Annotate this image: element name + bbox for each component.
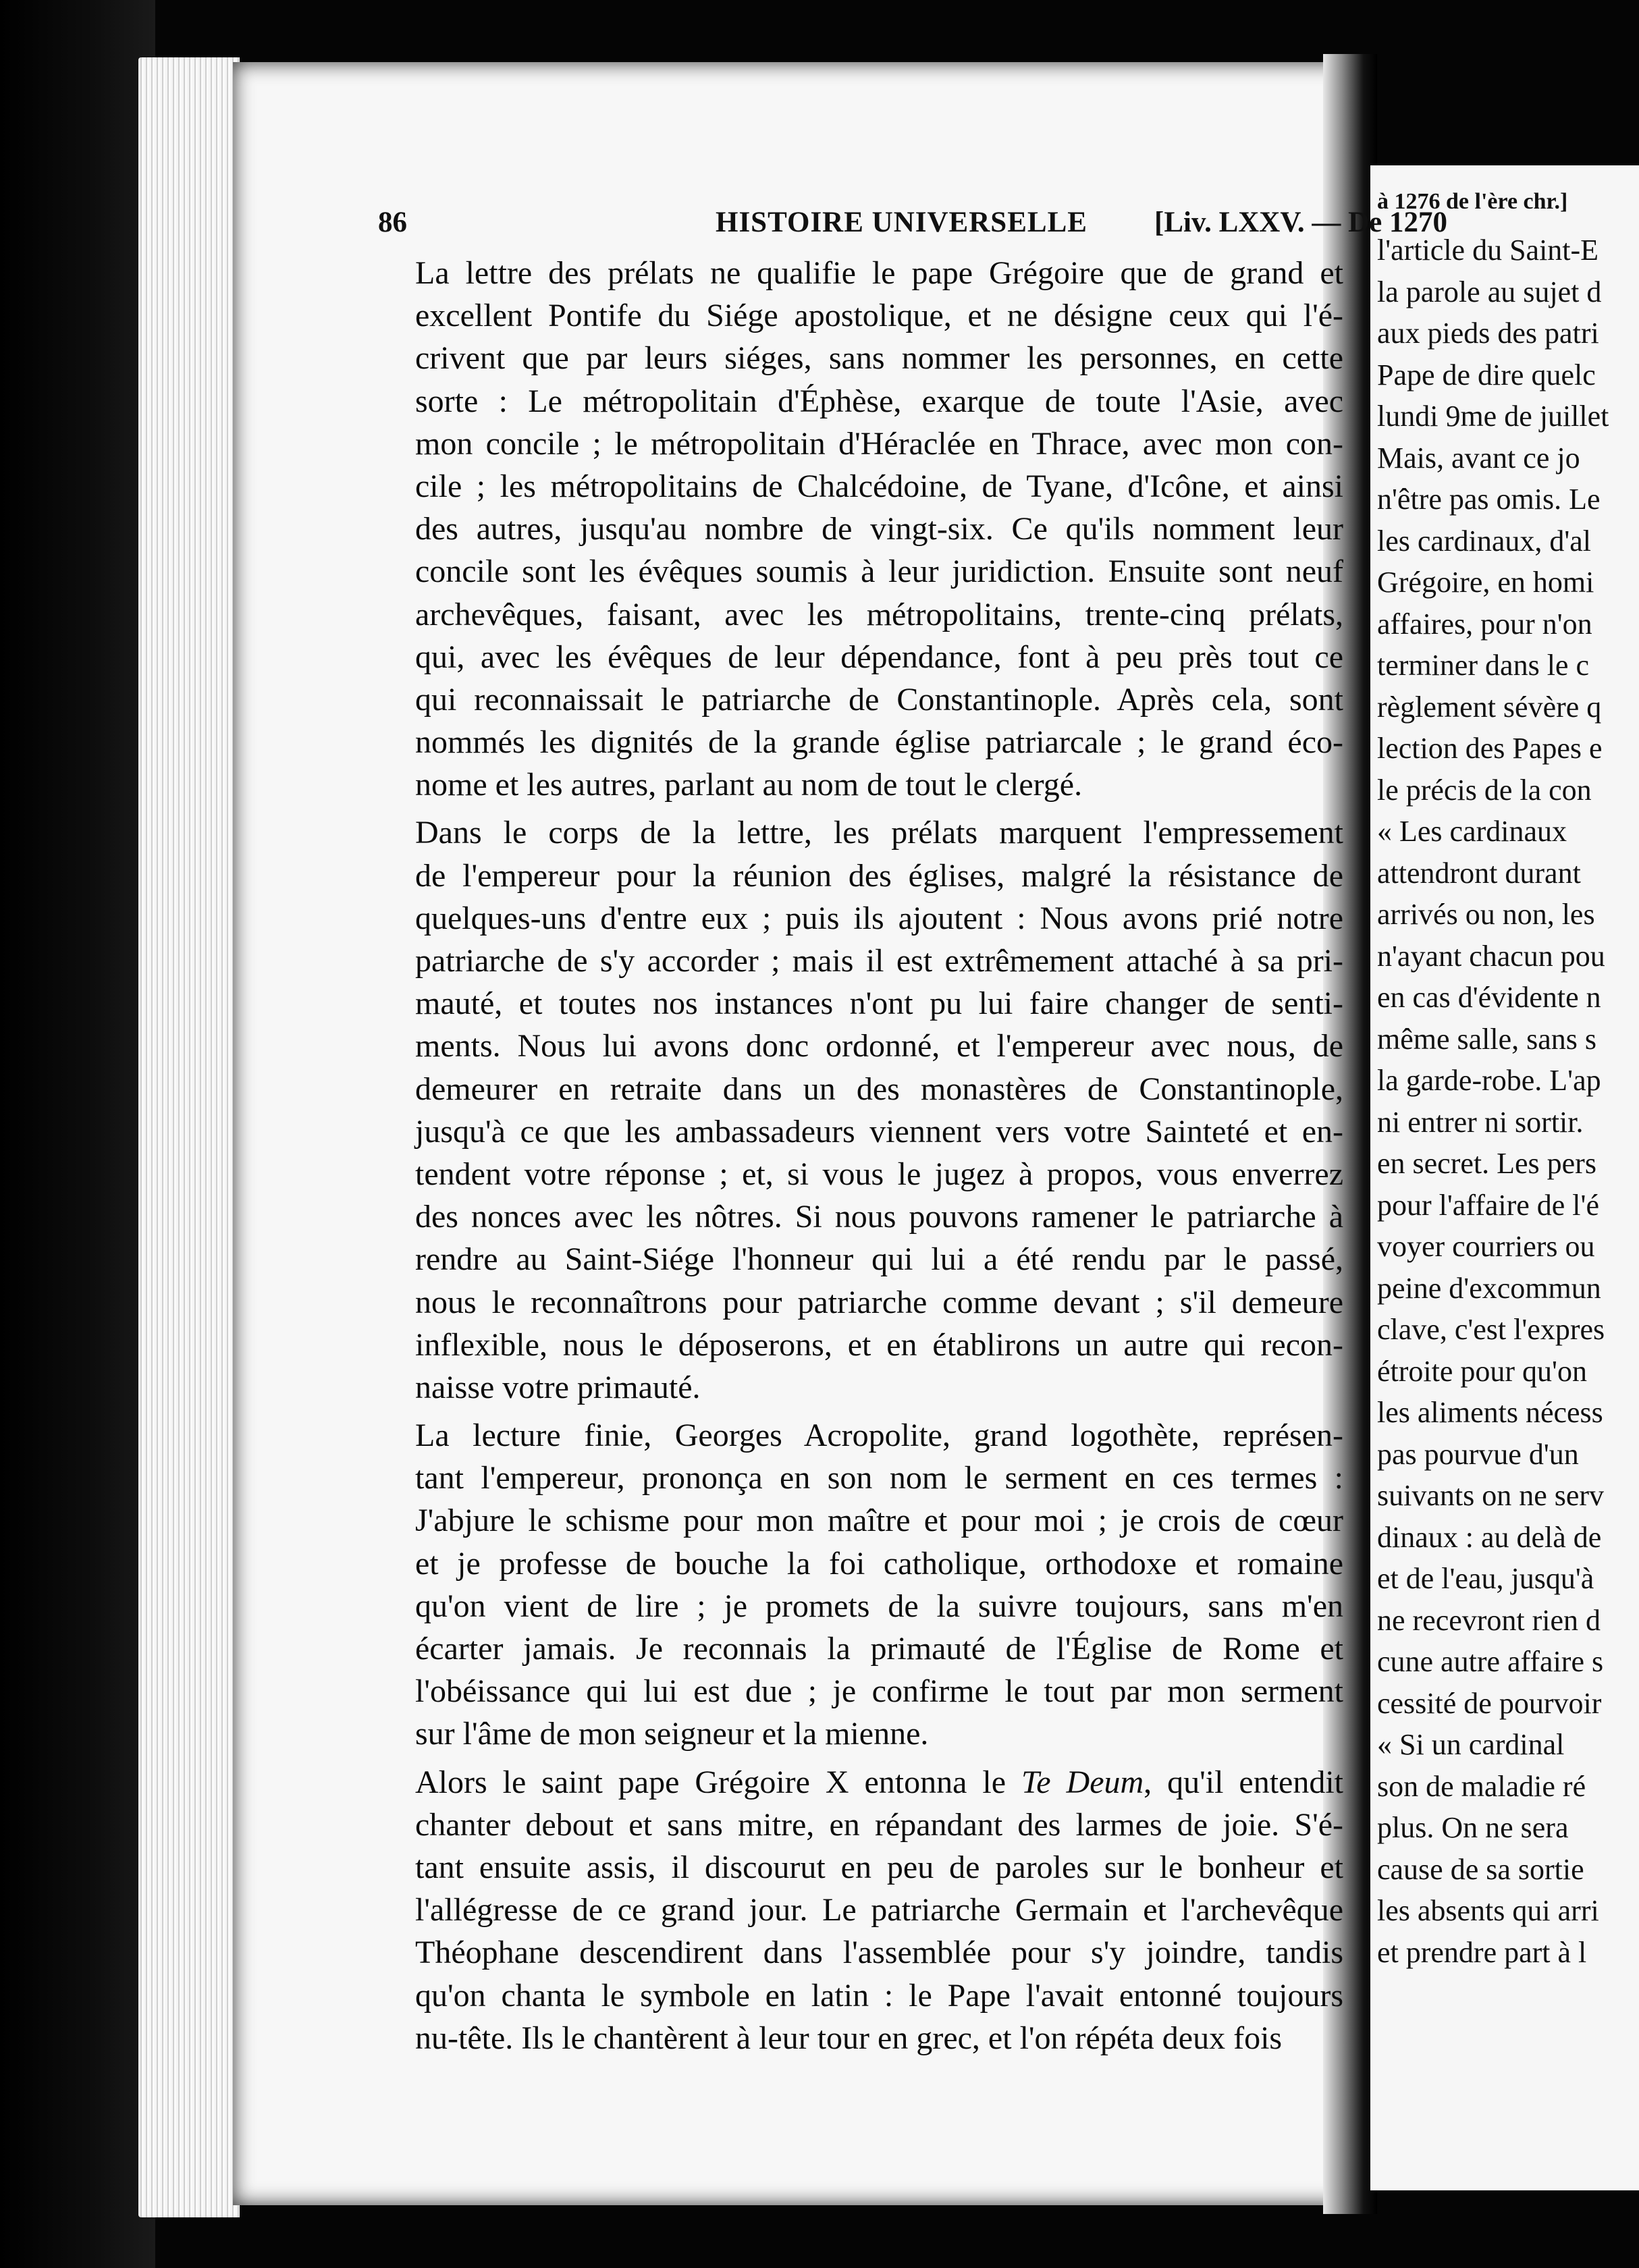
text-line: clave, c'est l'expres	[1377, 1313, 1605, 1346]
text-line: La lettre des prélats ne qualifie le pape Grégoire que de grand et	[415, 255, 1343, 291]
text-line: pas pourvue d'un	[1377, 1437, 1579, 1471]
text-line: tant ensuite assis, il discourut en peu de paroles sur le bonheur et	[415, 1849, 1343, 1885]
text-line: pour l'affaire de l'é	[1377, 1188, 1599, 1222]
paragraph	[378, 252, 1343, 806]
text-line: même salle, sans s	[1377, 1022, 1597, 1056]
text-line: cessité de pourvoir	[1377, 1686, 1602, 1720]
text-line: nome et les autres, parlant au nom de tout le clergé.	[415, 767, 1083, 803]
text-line: rendre au Saint-Siége l'honneur qui lui a été rendu par le passé,	[415, 1241, 1343, 1278]
text-line: la garde-robe. L'ap	[1377, 1064, 1601, 1097]
text-line: arrivés ou non, les	[1377, 898, 1595, 931]
text-line: des autres, jusqu'au nombre de vingt-six. Ce qu'ils nomment leur	[415, 511, 1343, 547]
text-line: Pape de dire quelc	[1377, 358, 1596, 392]
text-line: sorte : Le métropolitain d'Éphèse, exarque de toute l'Asie, avec	[415, 383, 1343, 419]
text-line: quelques-uns d'entre eux ; puis ils ajoutent : Nous avons prié notre	[415, 900, 1343, 936]
text-line: concile sont les évêques soumis à leur juridiction. Ensuite sont neuf	[415, 554, 1343, 590]
text-line: des nonces avec les nôtres. Si nous pouvons ramener le patriarche à	[415, 1199, 1343, 1235]
text-line: n'ayant chacun pou	[1377, 939, 1605, 973]
text-line: l'article du Saint-E	[1377, 234, 1599, 267]
text-line: lection des Papes e	[1377, 732, 1603, 765]
text-line: nommés les dignités de la grande église patriarcale ; le grand éco-	[415, 724, 1343, 761]
text-line: n'être pas omis. Le	[1377, 483, 1601, 516]
text-line: chanter debout et sans mitre, en répandant des larmes de joie. S'é-	[415, 1806, 1343, 1843]
text-line: voyer courriers ou	[1377, 1230, 1595, 1263]
text-line: dinaux : au delà de	[1377, 1520, 1602, 1554]
text-line: affaires, pour n'on	[1377, 607, 1592, 641]
text-line: sur l'âme de mon seigneur et la mienne.	[415, 1716, 929, 1752]
text-line: peine d'excommun	[1377, 1271, 1601, 1305]
text-line: et je professe de bouche la foi catholique, orthodoxe et romaine	[415, 1545, 1343, 1582]
text-line: l'allégresse de ce grand jour. Le patriarche Germain et l'archevêque	[415, 1892, 1343, 1928]
running-head	[378, 206, 1448, 246]
text-line: lundi 9me de juillet	[1377, 400, 1609, 433]
body-text	[378, 252, 1343, 2059]
text-line: écarter jamais. Je reconnais la primauté de l'Église de Rome et	[415, 1631, 1343, 1667]
text-line: les aliments nécess	[1377, 1396, 1603, 1429]
text-line: nous le reconnaîtrons pour patriarche comme devant ; s'il demeure	[415, 1284, 1343, 1320]
text-line: en cas d'évidente n	[1377, 981, 1601, 1014]
page-number: 86	[378, 207, 407, 238]
text-line: archevêques, faisant, avec les métropolitains, trente-cinq prélats,	[415, 596, 1343, 632]
text-line: mon concile ; le métropolitain d'Héraclée en Thrace, avec mon con-	[415, 425, 1343, 462]
text-line: de l'empereur pour la réunion des églises, malgré la résistance de	[415, 857, 1343, 894]
page-edges	[138, 57, 240, 2217]
text-line: qui, avec les évêques de leur dépendance, font à peu près tout ce	[415, 639, 1343, 675]
text-line: Théophane descendirent dans l'assemblée pour s'y joindre, tandis	[415, 1935, 1343, 1971]
text-line: aux pieds des patri	[1377, 317, 1599, 350]
text-line: jusqu'à ce que les ambassadeurs viennent vers votre Sainteté et en-	[415, 1113, 1343, 1150]
text-line: crivent que par leurs siéges, sans nommer les personnes, en cette	[415, 340, 1343, 377]
text-line: suivants on ne serv	[1377, 1479, 1605, 1512]
text-line: la parole au sujet d	[1377, 275, 1602, 308]
right-running-head: à 1276 de l'ère chr.]	[1377, 189, 1568, 214]
text-line: plus. On ne sera	[1377, 1811, 1569, 1844]
text-line: « Si un cardinal	[1377, 1728, 1565, 1761]
paragraph	[378, 1414, 1343, 1756]
text-line: les cardinaux, d'al	[1377, 524, 1592, 558]
text-line: qu'on vient de lire ; je promets de la suivre toujours, sans m'en	[415, 1588, 1343, 1624]
text-line: Mais, avant ce jo	[1377, 441, 1580, 475]
text-line: demeurer en retraite dans un des monastères de Constantinople,	[415, 1071, 1343, 1107]
text-line: ments. Nous lui avons donc ordonné, et l'empereur avec nous, de	[415, 1028, 1343, 1064]
text-line: terminer dans le c	[1377, 649, 1589, 682]
scan-background	[0, 0, 155, 2268]
text-line: ne recevront rien d	[1377, 1603, 1601, 1637]
text-line: et de l'eau, jusqu'à	[1377, 1562, 1594, 1595]
running-title: HISTOIRE UNIVERSELLE	[716, 207, 1087, 238]
text-line: La lecture finie, Georges Acropolite, grand logothète, représen-	[415, 1418, 1343, 1454]
text-line: cause de sa sortie	[1377, 1852, 1584, 1886]
text-line: Alors le saint pape Grégoire X entonna le Te Deum, qu'il entendit	[415, 1764, 1343, 1800]
text-line: attendront durant	[1377, 856, 1581, 890]
text-line: l'obéissance qui lui est due ; je confirme le tout par mon serment	[415, 1673, 1343, 1710]
text-line: tant l'empereur, prononça en son nom le serment en ces termes :	[415, 1460, 1343, 1496]
text-line: patriarche de s'y accorder ; mais il est extrêmement attaché à sa pri-	[415, 943, 1343, 979]
text-line: tendent votre réponse ; et, si vous le jugez à propos, vous enverrez	[415, 1156, 1343, 1192]
text-line: son de maladie ré	[1377, 1769, 1586, 1803]
text-line: qu'on chanta le symbole en latin : le Pape l'avait entonné toujours	[415, 1977, 1343, 2014]
text-line: étroite pour qu'on	[1377, 1354, 1587, 1388]
text-line: les absents qui arri	[1377, 1894, 1599, 1927]
paragraph	[378, 1761, 1343, 2059]
text-line: ni entrer ni sortir.	[1377, 1105, 1584, 1139]
text-line: J'abjure le schisme pour mon maître et pour moi ; je crois de cœur	[415, 1503, 1343, 1539]
text-line: Dans le corps de la lettre, les prélats marquent l'empressement	[415, 815, 1343, 851]
right-body-text	[1377, 230, 1639, 1973]
text-line: et prendre part à l	[1377, 1935, 1587, 1969]
text-line: excellent Pontife du Siége apostolique, et ne désigne ceux qui l'é-	[415, 298, 1343, 334]
text-line: naisse votre primauté.	[415, 1369, 701, 1405]
paragraph	[378, 811, 1343, 1409]
text-line: règlement sévère q	[1377, 690, 1602, 724]
text-line: nu-tête. Ils le chantèrent à leur tour en grec, et l'on répéta deux fois	[415, 2020, 1283, 2056]
text-line: qui reconnaissait le patriarche de Constantinople. Après cela, sont	[415, 681, 1343, 718]
text-line: en secret. Les pers	[1377, 1147, 1596, 1180]
text-line: cune autre affaire s	[1377, 1645, 1604, 1678]
text-line: inflexible, nous le déposerons, et en établirons un autre qui recon-	[415, 1326, 1343, 1363]
text-line: mauté, et toutes nos instances n'ont pu lui faire changer de senti-	[415, 986, 1343, 1022]
text-line: « Les cardinaux	[1377, 815, 1567, 848]
book-reference: [Liv. LXXV. — De 1270	[1154, 207, 1448, 238]
text-line: Grégoire, en homi	[1377, 566, 1594, 599]
text-line: le précis de la con	[1377, 773, 1592, 807]
text-line: cile ; les métropolitains de Chalcédoine, de Tyane, d'Icône, et ainsi	[415, 468, 1343, 504]
